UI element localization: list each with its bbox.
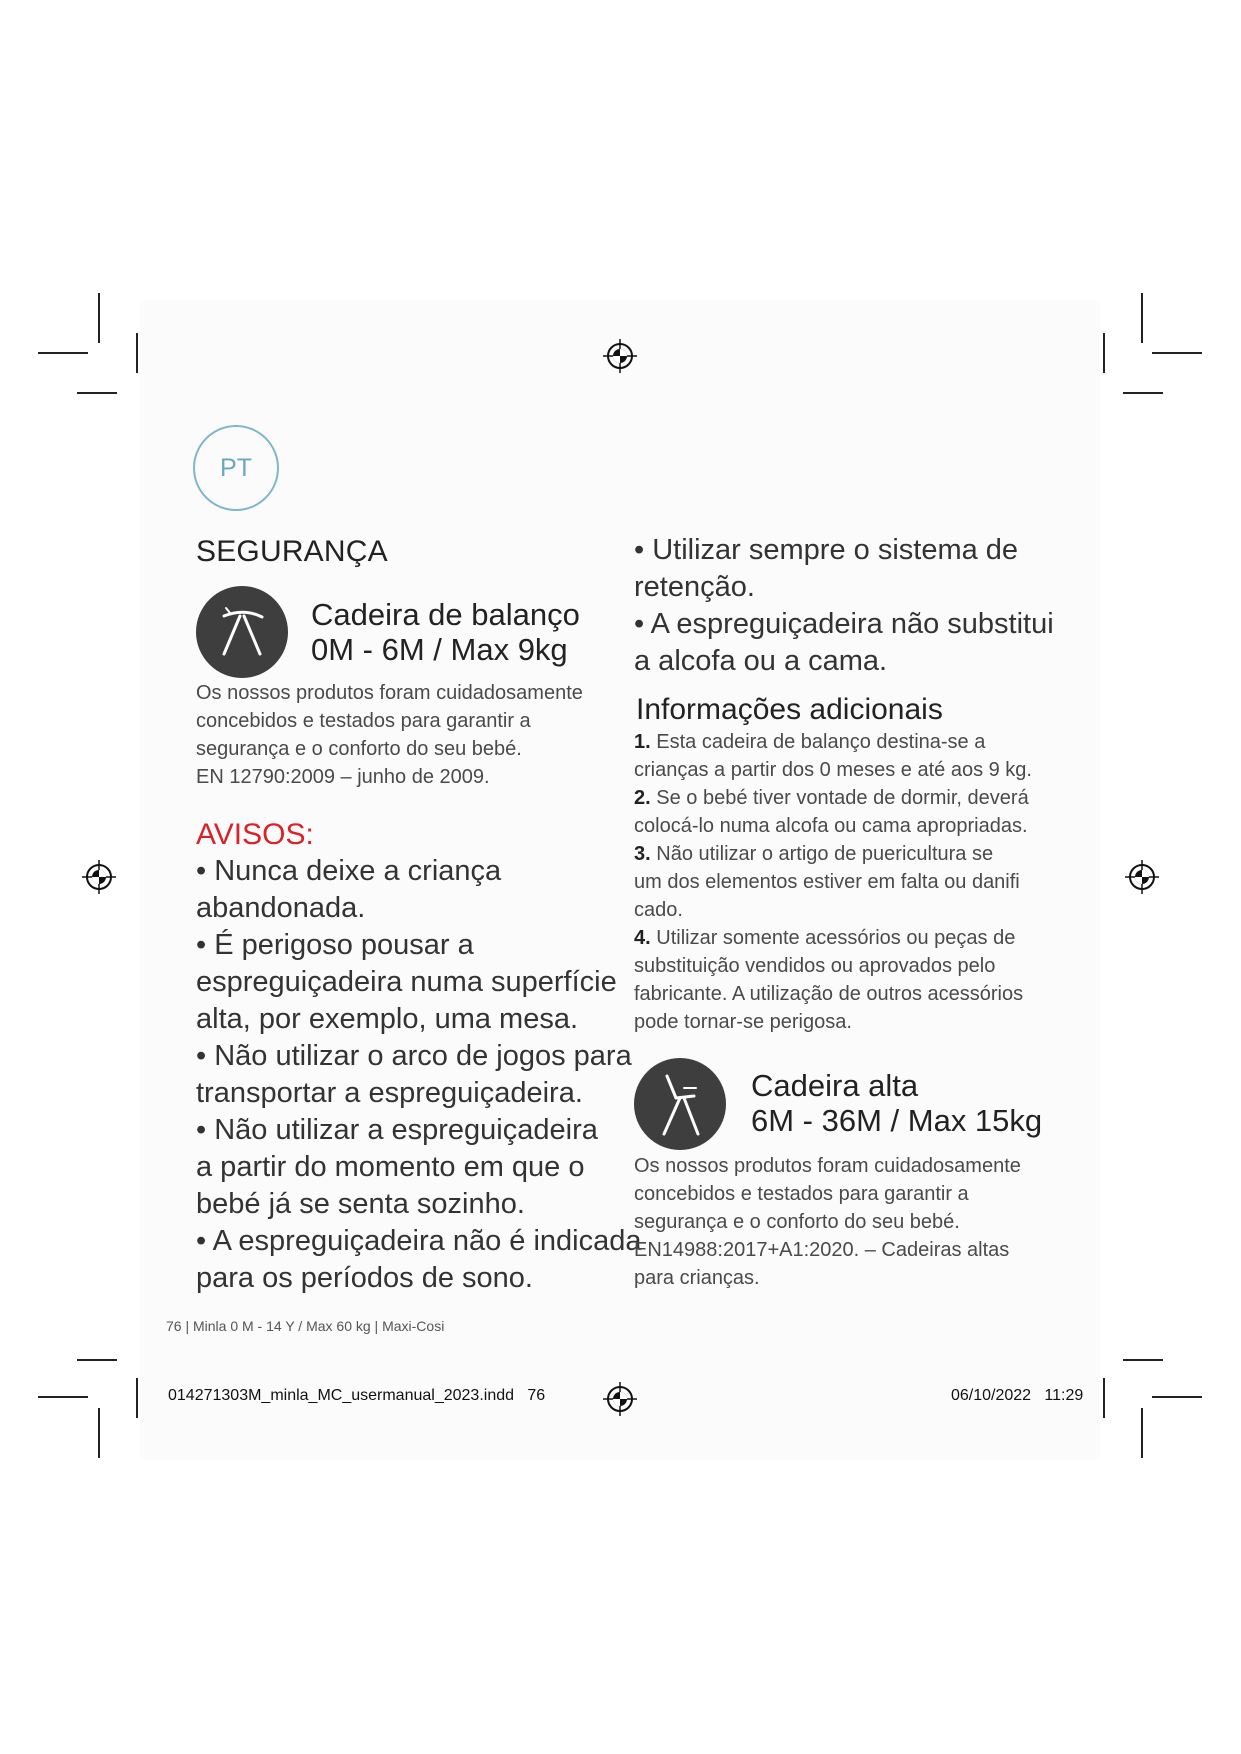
text-line: • A espreguiçadeira não é indicada (196, 1225, 642, 1257)
crop-mark (1141, 1408, 1143, 1458)
text-line: Utilizar somente acessórios ou peças de (656, 927, 1016, 949)
text-line: para crianças. (634, 1267, 760, 1289)
registration-mark-icon (82, 860, 116, 894)
rocker-title-line2: 0M - 6M / Max 9kg (311, 632, 568, 667)
section-title: SEGURANÇA (196, 535, 388, 568)
crop-mark (98, 1408, 100, 1458)
page-footer: 76 | Minla 0 M - 14 Y / Max 60 kg | Maxi-Cosi (166, 1318, 445, 1334)
text-line: • Nunca deixe a criança (196, 855, 502, 887)
crop-mark (1152, 1396, 1202, 1398)
text-line: transportar a espreguiçadeira. (196, 1077, 583, 1109)
text-line: Não utilizar o artigo de puericultura se (656, 843, 994, 865)
crop-mark (1103, 333, 1105, 373)
additional-info-list (634, 728, 1032, 1036)
text-line: bebé já se senta sozinho. (196, 1188, 525, 1220)
item-number: 4. (634, 927, 651, 949)
text-line: cado. (634, 899, 683, 921)
crop-mark (38, 1396, 88, 1398)
highchair-title-line2: 6M - 36M / Max 15kg (751, 1103, 1043, 1138)
list-item (634, 784, 1032, 812)
item-number: 1. (634, 731, 651, 753)
crop-mark (1123, 1359, 1163, 1361)
text-line: • Utilizar sempre o sistema de (634, 534, 1019, 566)
text-line: a alcofa ou a cama. (634, 645, 888, 677)
highchair-title-line1: Cadeira alta (751, 1068, 919, 1103)
registration-mark-icon (1125, 860, 1159, 894)
highchair-description (634, 1152, 1021, 1292)
item-number: 3. (634, 843, 651, 865)
file-slug: 014271303M_minla_MC_usermanual_2023.indd 76 (168, 1387, 546, 1404)
file-date: 06/10/2022 11:29 (951, 1387, 1084, 1404)
rocker-chair-icon (196, 586, 288, 678)
text-line: crianças a partir dos 0 meses e até aos 9 kg. (634, 759, 1032, 781)
crop-mark (1141, 293, 1143, 343)
right-bullets (634, 532, 1054, 680)
rocker-description (196, 679, 583, 791)
additional-info-title: Informações adicionais (636, 693, 943, 726)
language-badge-label: PT (220, 453, 252, 482)
text-line: colocá-lo numa alcofa ou cama apropriadas. (634, 815, 1028, 837)
list-item (634, 840, 1032, 868)
crop-mark (136, 333, 138, 373)
crop-mark (1123, 392, 1163, 394)
text-line: EN14988:2017+A1:2020. – Cadeiras altas (634, 1239, 1010, 1261)
text-line: Se o bebé tiver vontade de dormir, deverá (656, 787, 1029, 809)
warnings-list (196, 853, 641, 1297)
registration-mark-icon (603, 339, 637, 373)
text-line: pode tornar-se perigosa. (634, 1011, 852, 1033)
text-line: a partir do momento em que o (196, 1151, 585, 1183)
text-line: alta, por exemplo, uma mesa. (196, 1003, 579, 1035)
item-number: 2. (634, 787, 651, 809)
crop-mark (98, 293, 100, 343)
text-line: Os nossos produtos foram cuidadosamente (196, 682, 583, 704)
rocker-title (311, 597, 580, 667)
text-line: EN 12790:2009 – junho de 2009. (196, 766, 490, 788)
rocker-title-line1: Cadeira de balanço (311, 597, 580, 632)
text-line: abandonada. (196, 892, 366, 924)
crop-mark (77, 1359, 117, 1361)
crop-mark (38, 352, 88, 354)
language-badge (193, 425, 279, 511)
text-line: • Não utilizar o arco de jogos para (196, 1040, 632, 1072)
high-chair-icon (634, 1058, 726, 1150)
text-line: • A espreguiçadeira não substitui (634, 608, 1054, 640)
registration-mark-icon (603, 1382, 637, 1416)
text-line: concebidos e testados para garantir a (196, 710, 531, 732)
text-line: fabricante. A utilização de outros acessórios (634, 983, 1024, 1005)
crop-mark (1152, 352, 1202, 354)
crop-mark (77, 392, 117, 394)
text-line: segurança e o conforto do seu bebé. (634, 1211, 960, 1233)
crop-mark (1103, 1378, 1105, 1418)
highchair-title (751, 1068, 1042, 1138)
text-line: substituição vendidos ou aprovados pelo (634, 955, 996, 977)
text-line: concebidos e testados para garantir a (634, 1183, 969, 1205)
text-line: espreguiçadeira numa superfície (196, 966, 617, 998)
text-line: Esta cadeira de balanço destina-se a (656, 731, 986, 753)
text-line: para os períodos de sono. (196, 1262, 533, 1294)
text-line: • Não utilizar a espreguiçadeira (196, 1114, 598, 1146)
text-line: segurança e o conforto do seu bebé. (196, 738, 522, 760)
text-line: • É perigoso pousar a (196, 929, 474, 961)
crop-mark (136, 1378, 138, 1418)
text-line: Os nossos produtos foram cuidadosamente (634, 1155, 1021, 1177)
list-item (634, 924, 1032, 952)
list-item (634, 728, 1032, 756)
warnings-title: AVISOS: (196, 818, 314, 851)
text-line: retenção. (634, 571, 755, 603)
text-line: um dos elementos estiver em falta ou danifi (634, 871, 1020, 893)
